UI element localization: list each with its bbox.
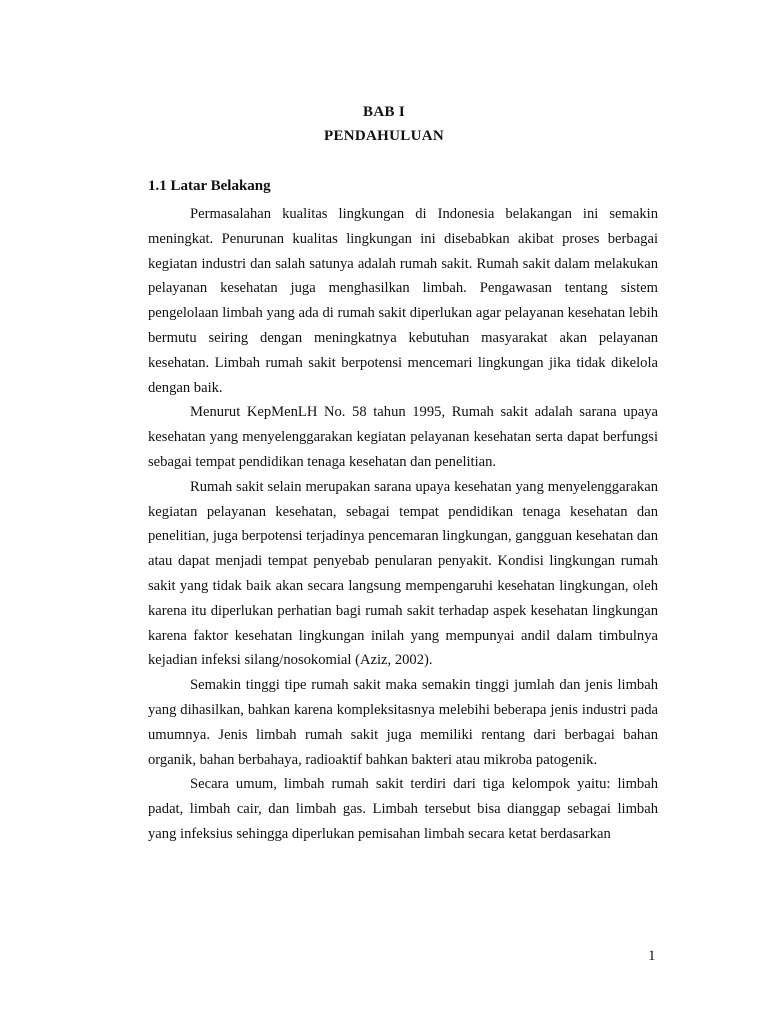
chapter-title: PENDAHULUAN	[324, 128, 444, 144]
chapter-number: BAB I	[363, 104, 405, 120]
paragraph-1: Permasalahan kualitas lingkungan di Indonesia belakangan ini semakin meningkat. Penurunan kualitas lingkungan ini disebabkan akibat proses berbagai kegiatan industri dan salah satunya adalah rumah sakit. Rumah sakit dalam melakukan pelayanan kesehatan juga menghasilkan limbah. Pengawasan tentang sistem pengelolaan limbah yang ada di rumah sakit diperlukan agar pelayanan kesehatan lebih bermutu seiring dengan meningkatnya kebutuhan masyarakat akan pelayanan kesehatan. Limbah rumah sakit berpotensi mencemari lingkungan jika tidak dikelola dengan baik.	[148, 206, 658, 396]
paragraph-3: Rumah sakit selain merupakan sarana upaya kesehatan yang menyelenggarakan kegiatan pelayanan kesehatan, sebagai tempat pendidikan tenaga kesehatan dan penelitian, juga berpotensi terjadinya pencemaran lingkungan, gangguan kesehatan dan atau dapat menjadi tempat penyebab penularan penyakit. Kondisi lingkungan rumah sakit yang tidak baik akan secara langsung mempengaruhi kesehatan lingkungan, oleh karena itu diperlukan perhatian bagi rumah sakit terhadap aspek kesehatan lingkungan karena faktor kesehatan lingkungan inilah yang mempunyai andil dalam timbulnya kejadian infeksi silang/nosokomial (Aziz, 2002).	[148, 478, 658, 669]
body-text	[148, 202, 658, 847]
section-heading: 1.1 Latar Belakang	[148, 178, 271, 194]
paragraph-4: Semakin tinggi tipe rumah sakit maka semakin tinggi jumlah dan jenis limbah yang dihasilkan, bahkan karena kompleksitasnya melebihi beberapa jenis industri pada umumnya. Jenis limbah rumah sakit juga memiliki rentang dari berbagai bahan organik, bahan berbahaya, radioaktif bahkan bakteri atau mikroba patogenik.	[148, 677, 658, 768]
page-number: 1	[648, 948, 656, 964]
paragraph-2: Menurut KepMenLH No. 58 tahun 1995, Rumah sakit adalah sarana upaya kesehatan yang menyelenggarakan kegiatan pelayanan kesehatan serta dapat berfungsi sebagai tempat pendidikan tenaga kesehatan dan penelitian.	[148, 404, 658, 470]
paragraph-5: Secara umum, limbah rumah sakit terdiri dari tiga kelompok yaitu: limbah padat, limbah cair, dan limbah gas. Limbah tersebut bisa dianggap sebagai limbah yang infeksius sehingga diperlukan pemisahan limbah secara ketat berdasarkan	[148, 776, 658, 842]
